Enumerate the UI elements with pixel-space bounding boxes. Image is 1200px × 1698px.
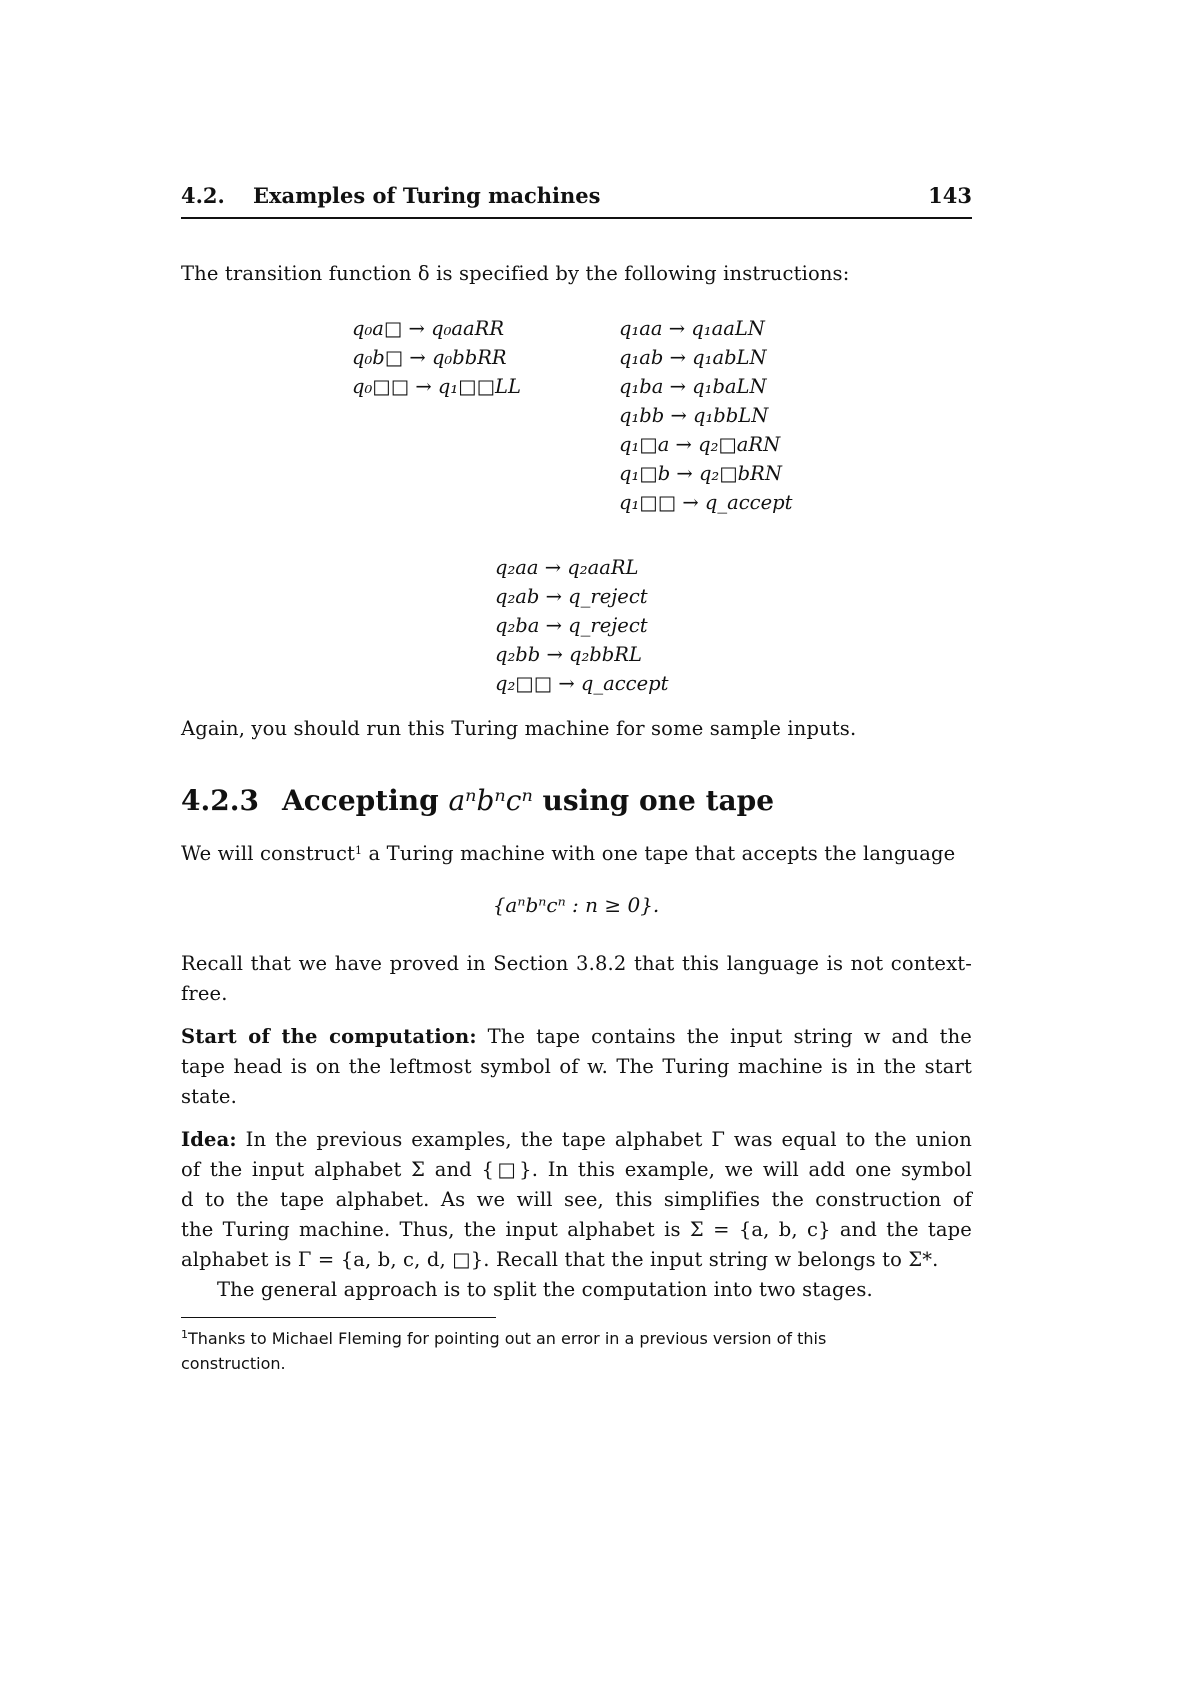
footnote-divider	[181, 1317, 496, 1318]
rule-q2-5: q₂□□ → q_accept	[495, 672, 669, 695]
page-number: 143	[928, 183, 972, 208]
idea-line-2: of the input alphabet Σ and {□}. In this example, we will add one symbol	[181, 1158, 972, 1181]
rule-q1-6: q₁□b → q₂□bRN	[619, 462, 782, 485]
rule-q0-3: q₀□□ → q₁□□LL	[352, 375, 521, 398]
idea-label: Idea:	[181, 1128, 237, 1151]
rule-q2-1: q₂aa → q₂aaRL	[495, 556, 639, 579]
header-section-number: 4.2.	[181, 183, 225, 208]
running-header	[181, 183, 972, 219]
language-set-display: {aⁿbⁿcⁿ : n ≥ 0}.	[492, 893, 660, 917]
construct-paragraph: We will construct$^1$ a Turing machine with one tape that accepts the language	[181, 842, 956, 865]
rule-q2-4: q₂bb → q₂bbRL	[495, 643, 642, 666]
footnote-mark: 1	[181, 1328, 188, 1341]
subsection-number: 4.2.3	[181, 784, 259, 817]
rule-q2-2: q₂ab → q_reject	[495, 585, 648, 608]
rule-q1-2: q₁ab → q₁abLN	[619, 346, 767, 369]
rule-q1-3: q₁ba → q₁baLN	[619, 375, 767, 398]
footnote-line-1: $^1$Thanks to Michael Fleming for pointing out an error in a previous version of this	[181, 1328, 827, 1348]
recall-line-1: Recall that we have proved in Section 3.8.2 that this language is not context-	[181, 952, 972, 975]
start-line-2: tape head is on the leftmost symbol of w. The Turing machine is in the start	[181, 1055, 972, 1078]
idea-line-4: the Turing machine. Thus, the input alphabet is Σ = {a, b, c} and the tape	[181, 1218, 972, 1241]
footnote-line-2: construction.	[181, 1354, 286, 1373]
rule-q1-1: q₁aa → q₁aaLN	[619, 317, 765, 340]
footnote-reference[interactable]: 1	[355, 844, 363, 857]
rule-q0-2: q₀b□ → q₀bbRR	[352, 346, 507, 369]
footnote	[181, 1322, 972, 1376]
recall-line-2: free.	[181, 982, 228, 1005]
rule-q1-7: q₁□□ → q_accept	[619, 491, 793, 514]
rule-q2-3: q₂ba → q_reject	[495, 614, 648, 637]
start-line-3: state.	[181, 1085, 237, 1108]
start-line-1: Start of the computation: The tape contains the input string w and the	[181, 1025, 972, 1048]
intro-paragraph: The transition function δ is specified by the following instructions:	[181, 262, 850, 285]
rule-q1-5: q₁□a → q₂□aRN	[619, 433, 781, 456]
start-label: Start of the computation:	[181, 1025, 477, 1048]
rule-q0-1: q₀a□ → q₀aaRR	[352, 317, 505, 340]
subsection-title: Accepting aⁿbⁿcⁿ using one tape	[282, 784, 775, 817]
header-chapter-title: Examples of Turing machines	[253, 183, 601, 208]
general-approach-paragraph: The general approach is to split the computation into two stages.	[217, 1278, 873, 1301]
subsection-title-math: aⁿbⁿcⁿ	[448, 784, 533, 817]
rule-q1-4: q₁bb → q₁bbLN	[619, 404, 769, 427]
idea-line-5: alphabet is Γ = {a, b, c, d, □}. Recall that the input string w belongs to Σ*.	[181, 1248, 939, 1271]
idea-line-3: d to the tape alphabet. As we will see, this simplifies the construction of	[181, 1188, 972, 1211]
idea-line-1: Idea: In the previous examples, the tape alphabet Γ was equal to the union	[181, 1128, 972, 1151]
again-paragraph: Again, you should run this Turing machine for some sample inputs.	[181, 717, 857, 740]
